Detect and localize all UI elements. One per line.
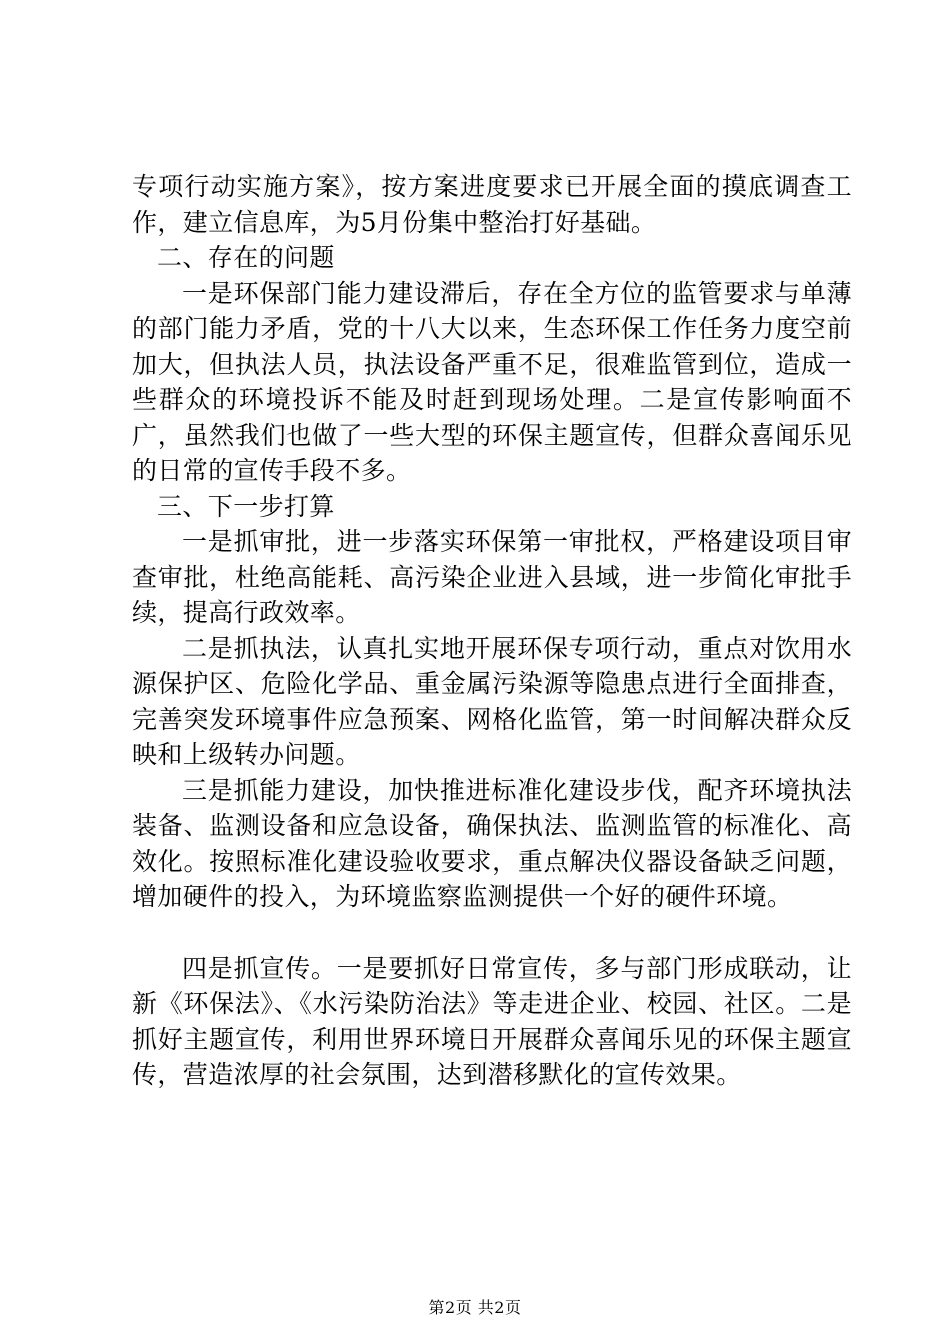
paragraph-publicity: 四是抓宣传。一是要抓好日常宣传，多与部门形成联动，让新《环保法》、《水污染防治法》等走进企业、校园、社区。二是抓好主题宣传，利用世界环境日开展群众喜闻乐见的环保主题宣传，营造浓厚的社会氛围，达到潜移默化的宣传效果。 bbox=[132, 953, 852, 1089]
paragraph-approval: 一是抓审批，进一步落实环保第一审批权，严格建设项目审查审批，杜绝高能耗、高污染企业进入县域，进一步简化审批手续，提高行政效率。 bbox=[132, 527, 852, 627]
paragraph-capacity: 三是抓能力建设，加快推进标准化建设步伐，配齐环境执法装备、监测设备和应急设备，确保执法、监测监管的标准化、高效化。按照标准化建设验收要求，重点解决仪器设备缺乏问题，增加硬件的投入，为环境监察监测提供一个好的硬件环境。 bbox=[132, 775, 852, 911]
document-body bbox=[132, 169, 852, 1093]
section-heading-next-steps: 三、下一步打算 bbox=[157, 491, 335, 521]
paragraph-enforcement: 二是抓执法，认真扎实地开展环保专项行动，重点对饮用水源保护区、危险化学品、重金属污染源等隐患点进行全面排查，完善突发环境事件应急预案、网格化监管，第一时间解决群众反映和上级转办问题。 bbox=[132, 633, 852, 769]
section-heading-problems: 二、存在的问题 bbox=[157, 243, 335, 272]
paragraph-problems: 一是环保部门能力建设滞后，存在全方位的监管要求与单薄的部门能力矛盾，党的十八大以来，生态环保工作任务力度空前加大，但执法人员，执法设备严重不足，很难监管到位，造成一些群众的环境投诉不能及时赶到现场处理。二是宣传影响面不广，虽然我们也做了一些大型的环保主题宣传，但群众喜闻乐见的日常的宣传手段不多。 bbox=[132, 278, 852, 485]
page-number: 第2页 共2页 bbox=[428, 1298, 522, 1317]
paragraph-continuation: 专项行动实施方案》，按方案进度要求已开展全面的摸底调查工作，建立信息库，为5月份集中整治打好基础。 bbox=[132, 172, 852, 237]
